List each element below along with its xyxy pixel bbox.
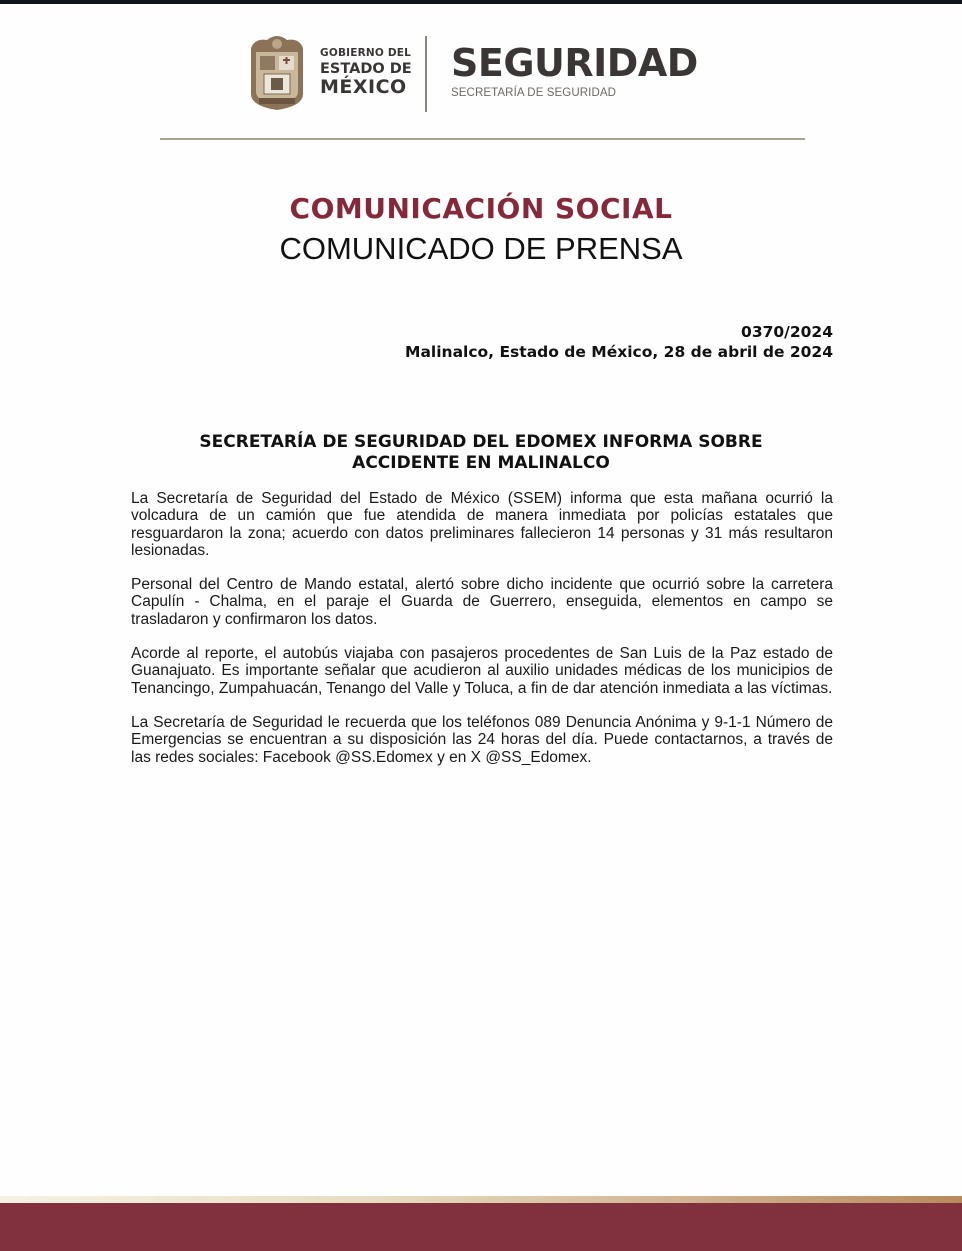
footer-band <box>0 1203 962 1251</box>
logo-divider <box>425 36 427 112</box>
header-rule <box>160 138 805 140</box>
section-title: COMUNICACIÓN SOCIAL <box>289 192 673 225</box>
agency-subtitle: SECRETARÍA DE SEGURIDAD <box>451 87 617 99</box>
paragraph: Acorde al reporte, el autobús viajaba con pasajeros procedentes de San Luis de la Paz estado de Guanajuato. Es importante señalar que acudieron al auxilio unidades médicas de los municipios de Tenancingo, Zumpahuacán, Tenango del Valle y Toluca, a fin de dar atención inmediata a las víctimas. <box>131 645 833 697</box>
agency-name: SEGURIDAD <box>451 41 698 85</box>
paragraph: Personal del Centro de Mando estatal, alertó sobre dicho incidente que ocurrió sobre la carretera Capulín - Chalma, en el paraje el Guarda de Guerrero, enseguida, elementos en campo se trasladaron y confirmaron los datos. <box>131 576 833 628</box>
release-number: 0370/2024 <box>741 323 833 341</box>
paragraph: La Secretaría de Seguridad le recuerda que los teléfonos 089 Denuncia Anónima y 9-1-1 Número de Emergencias se encuentran a su disposición las 24 horas del día. Puede contactarnos, a través de las redes sociales: Facebook @SS.Edomex y en X @SS_Edomex. <box>131 713 833 766</box>
reference-block <box>405 322 833 362</box>
gov-line-1: GOBIERNO DEL <box>320 47 412 59</box>
gov-line-3: MÉXICO <box>320 76 407 98</box>
paragraph: La Secretaría de Seguridad del Estado de México (SSEM) informa que esta mañana ocurrió la volcadura de un camión que fue atendida de manera inmediata por policías estatales que resguardaron la zona; acuerdo con datos preliminares fallecieron 14 personas y 31 más resultaron lesionadas. <box>131 490 833 559</box>
headline-line-2: ACCIDENTE EN MALINALCO <box>352 453 610 473</box>
place-date: Malinalco, Estado de México, 28 de abril de 2024 <box>405 343 833 361</box>
document-type: COMUNICADO DE PRENSA <box>279 231 683 266</box>
top-dark-bar <box>0 0 962 4</box>
body-text <box>131 490 833 783</box>
government-logo-text <box>320 48 412 97</box>
headline-line-1: SECRETARÍA DE SEGURIDAD DEL EDOMEX INFORMA SOBRE <box>199 432 763 452</box>
coat-of-arms-icon <box>245 34 309 112</box>
letterhead <box>245 34 725 114</box>
gov-line-2: ESTADO DE <box>320 60 412 77</box>
headline <box>130 432 832 474</box>
